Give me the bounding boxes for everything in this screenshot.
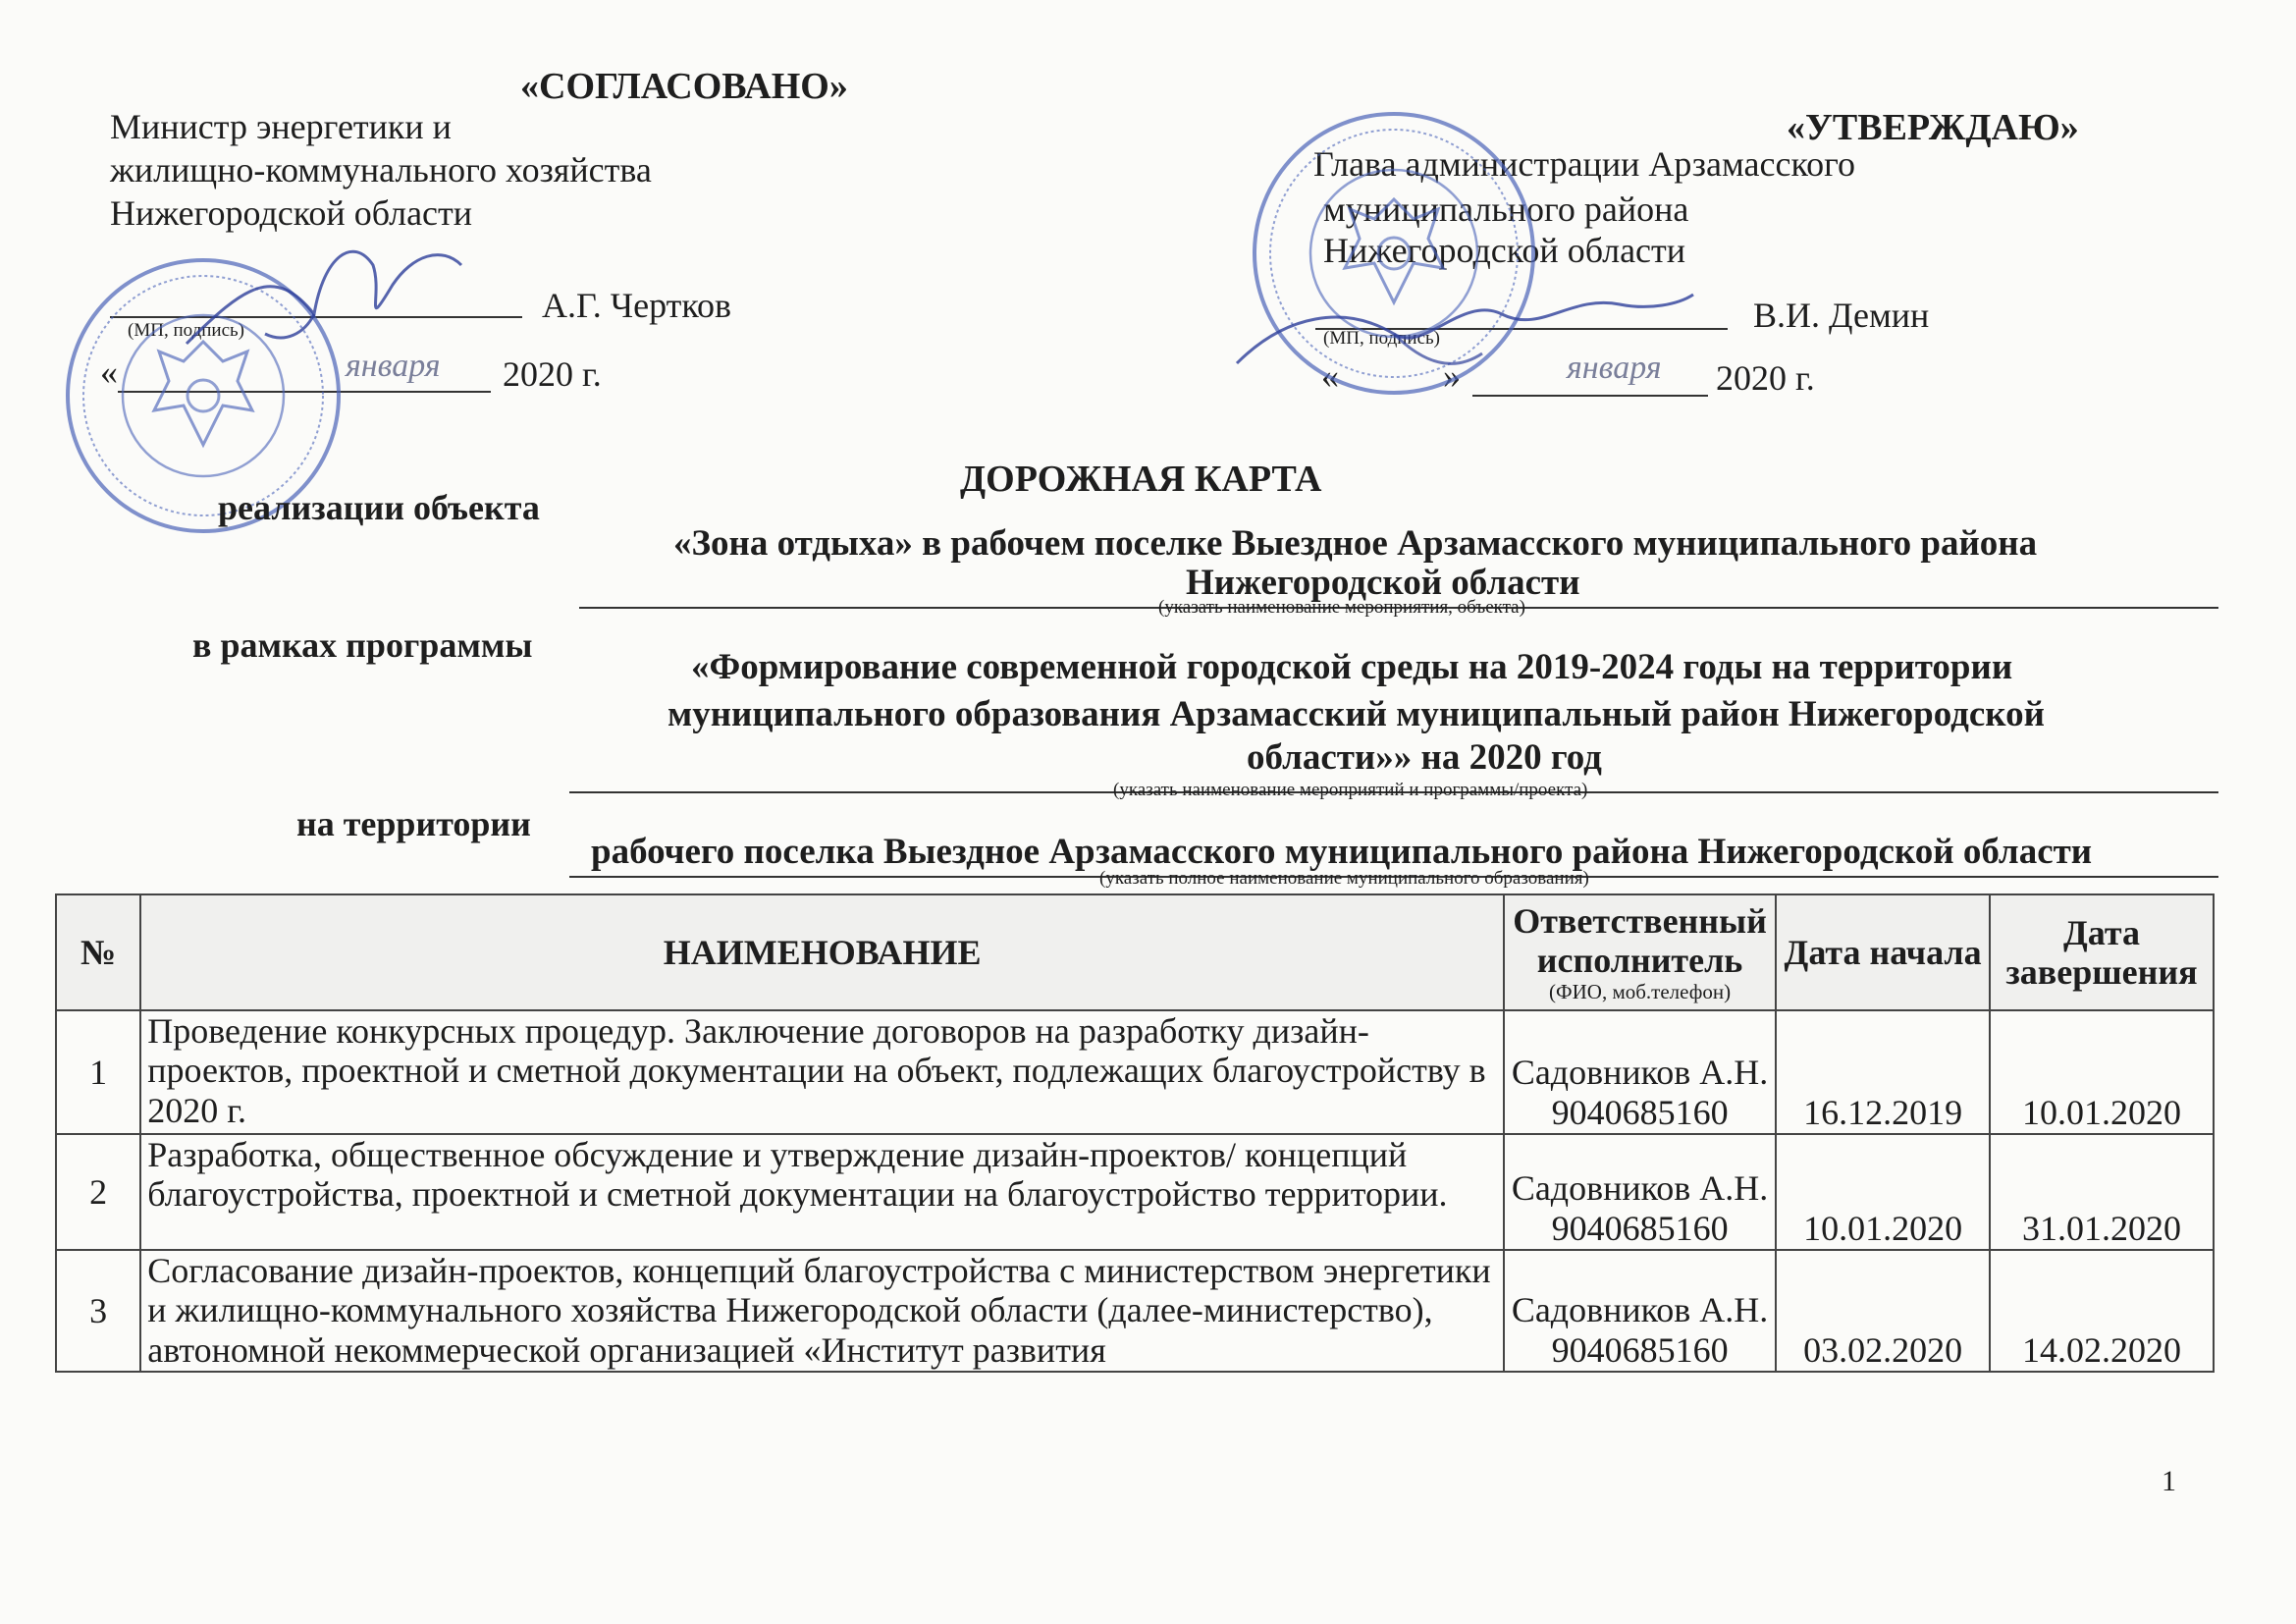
right-approval-title: «УТВЕРЖДАЮ» (1787, 107, 2079, 148)
left-date-handwritten: января (346, 348, 441, 384)
right-date-open-quote: « (1321, 356, 1339, 396)
left-date-open-quote: « (100, 352, 118, 392)
territory-label: на территории (296, 804, 531, 843)
table-header-row (56, 894, 2214, 1010)
header-responsible-label: Ответственный исполнитель (1513, 900, 1767, 981)
right-position-line1: Глава администрации Арзамасского (1313, 144, 1855, 184)
object-line1: «Зона отдыха» в рабочем поселке Выездное Арзамасского муниципального района (673, 523, 2038, 564)
header-responsible-sub: (ФИО, моб.телефон) (1549, 979, 1732, 1003)
row-responsible-name: Садовников А.Н. (1511, 1053, 1769, 1093)
program-line2: муниципального образования Арзамасский муниципальный район Нижегородской (667, 694, 2045, 734)
right-handwritten-signature (1227, 275, 1698, 393)
program-label: в рамках программы (192, 625, 533, 665)
header-name: НАИМЕНОВАНИЕ (140, 894, 1504, 1010)
row-responsible (1504, 1250, 1776, 1372)
row-start-date: 16.12.2019 (1776, 1010, 1990, 1134)
row-end-date: 14.02.2020 (1990, 1250, 2214, 1372)
row-end-date: 31.01.2020 (1990, 1134, 2214, 1250)
territory-value: рабочего поселка Выездное Арзамасского муниципального района Нижегородской области (591, 832, 2093, 872)
table-row (56, 1134, 2214, 1250)
left-handwritten-signature (167, 226, 481, 363)
left-signer-name: А.Г. Чертков (542, 286, 732, 325)
right-position-line2: муниципального района (1323, 189, 1689, 229)
program-hint: (указать наименование мероприятий и программы/проекта) (1113, 780, 1588, 800)
program-line1: «Формирование современной городской среды на 2019-2024 годы на территории (691, 647, 2013, 687)
right-sign-caption: (МП, подпись) (1323, 328, 1440, 349)
roadmap-table (55, 893, 2215, 1373)
row-responsible-phone: 9040685160 (1551, 1329, 1729, 1370)
table-row (56, 1250, 2214, 1372)
program-line3: области»» на 2020 год (1247, 737, 1602, 778)
header-end-date: Дата завершения (1990, 894, 2214, 1010)
row-responsible-phone: 9040685160 (1551, 1208, 1729, 1248)
right-date-handwritten: января (1567, 350, 1662, 386)
row-responsible-name: Садовников А.Н. (1511, 1290, 1769, 1330)
left-approval-title: «СОГЛАСОВАНО» (520, 66, 848, 107)
header-responsible (1504, 894, 1776, 1010)
territory-hint: (указать полное наименование муниципального образования) (1099, 868, 1589, 889)
row-responsible-phone: 9040685160 (1551, 1092, 1729, 1132)
row-number: 3 (56, 1250, 140, 1372)
row-responsible (1504, 1134, 1776, 1250)
row-responsible-name: Садовников А.Н. (1511, 1168, 1769, 1209)
document-title: ДОРОЖНАЯ КАРТА (960, 459, 1322, 500)
table-row (56, 1010, 2214, 1134)
left-position-line1: Министр энергетики и (110, 107, 452, 146)
row-name: Согласование дизайн-проектов, концепций благоустройства с министерством энергетики и жилищно-коммунального хозяйства Нижегородской области (далее-министерство), автономной некоммерческой организацией «Институт развития (140, 1250, 1504, 1372)
left-position-line3: Нижегородской области (110, 193, 473, 233)
page-number: 1 (2162, 1465, 2176, 1497)
row-name: Проведение конкурсных процедур. Заключение договоров на разработку дизайн-проектов, проектной и сметной документации на объект, подлежащих благоустройству в 2020 г. (140, 1010, 1504, 1134)
row-end-date: 10.01.2020 (1990, 1010, 2214, 1134)
left-position-line2: жилищно-коммунального хозяйства (110, 150, 652, 189)
right-date-close-quote: » (1443, 356, 1461, 396)
row-start-date: 03.02.2020 (1776, 1250, 1990, 1372)
right-signer-name: В.И. Демин (1753, 296, 1930, 335)
left-sign-caption: (МП, подпись) (128, 320, 244, 341)
object-label: реализации объекта (218, 488, 540, 527)
row-responsible (1504, 1010, 1776, 1134)
right-date-year: 2020 г. (1716, 358, 1815, 398)
object-hint: (указать наименование мероприятия, объекта) (1158, 597, 1525, 618)
right-position-line3: Нижегородской области (1323, 231, 1686, 270)
left-date-year: 2020 г. (503, 354, 602, 394)
header-number: № (56, 894, 140, 1010)
row-start-date: 10.01.2020 (1776, 1134, 1990, 1250)
object-line2: Нижегородской области (1186, 563, 1580, 603)
row-name: Разработка, общественное обсуждение и утверждение дизайн-проектов/ концепций благоустройства, проектной и сметной документации на благоустройство территории. (140, 1134, 1504, 1250)
row-number: 2 (56, 1134, 140, 1250)
header-start-date: Дата начала (1776, 894, 1990, 1010)
row-number: 1 (56, 1010, 140, 1134)
